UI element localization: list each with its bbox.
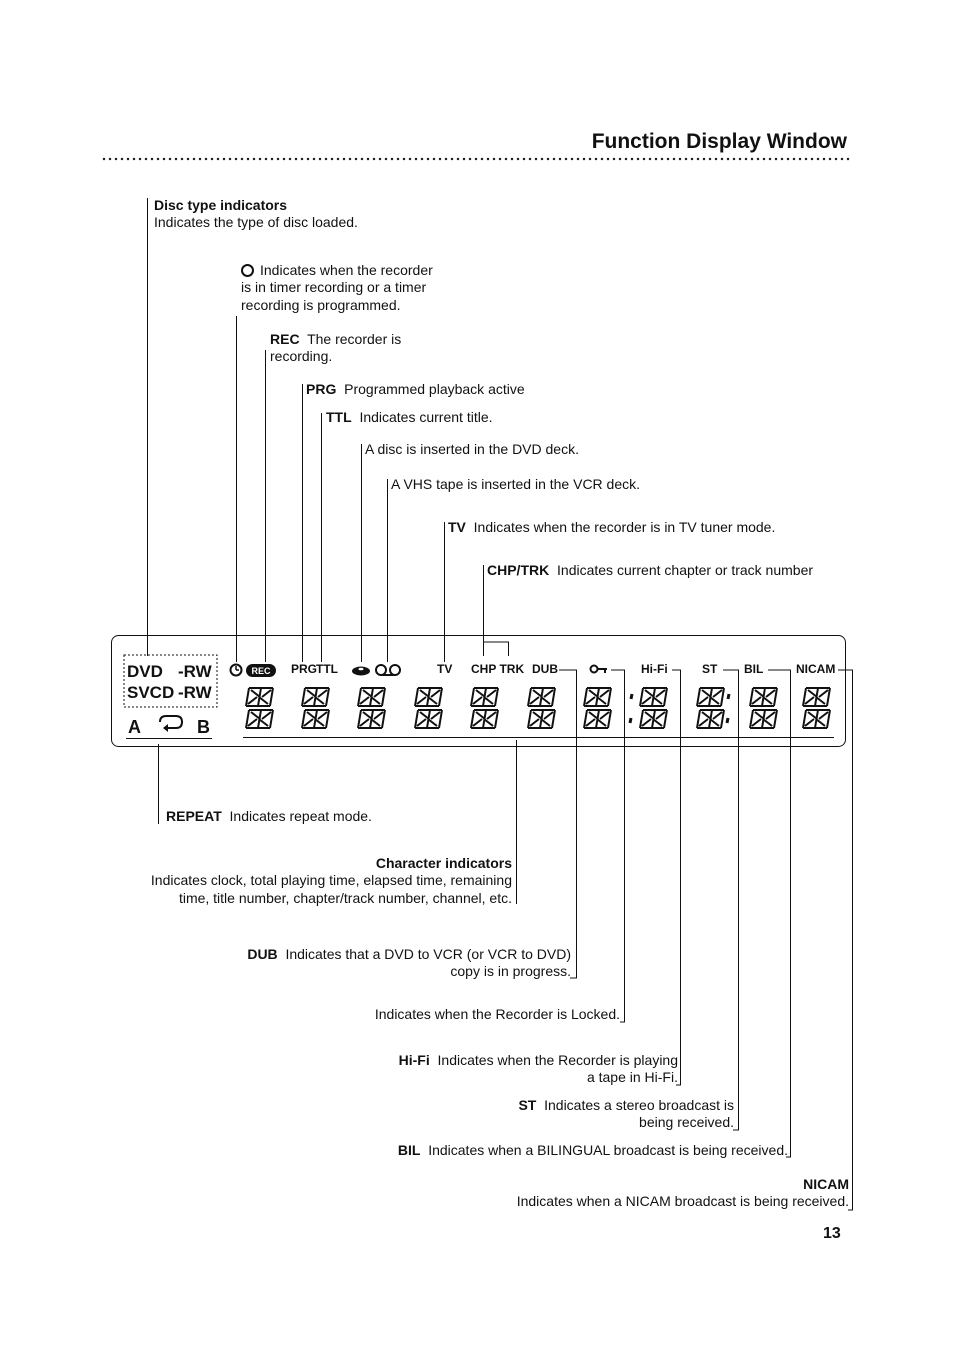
- leader-dub: [559, 670, 577, 978]
- repeat-desc: Indicates repeat mode.: [229, 808, 372, 824]
- key-icon: [591, 666, 608, 674]
- nicam-indicator: NICAM: [796, 662, 836, 676]
- segment-digit: [471, 710, 498, 728]
- ttl-desc: Indicates current title.: [359, 409, 493, 425]
- colon-dot: [630, 718, 631, 723]
- hifi-indicator: Hi-Fi: [641, 662, 668, 676]
- bil-desc: Indicates when a BILINGUAL broadcast is being received.: [428, 1142, 788, 1158]
- rw-indicator-1: -RW: [178, 662, 212, 681]
- hifi-line1: Indicates when the Recorder is playing: [437, 1052, 678, 1068]
- repeat-a-indicator: A: [128, 717, 141, 737]
- bil-indicator: BIL: [744, 662, 764, 676]
- timer-line3: recording is programmed.: [241, 297, 401, 313]
- chp-trk-label: CHP/TRK: [487, 562, 550, 578]
- segment-digit: [697, 710, 724, 728]
- leader-bil: [768, 670, 791, 1157]
- rw-indicator-2: -RW: [178, 683, 212, 702]
- dvd-indicator: DVD: [127, 662, 163, 681]
- segment-digit: [584, 710, 611, 728]
- segment-digit: [750, 710, 777, 728]
- colon-dot: [728, 694, 729, 699]
- st-indicator: ST: [702, 662, 718, 676]
- dub-line1: Indicates that a DVD to VCR (or VCR to DVD): [285, 946, 571, 962]
- colon-dot: [727, 718, 728, 723]
- character-line1: Indicates clock, total playing time, elapsed time, remaining: [150, 872, 512, 888]
- segment-digit: [697, 688, 724, 706]
- segment-digit: [640, 710, 667, 728]
- segment-digit: [640, 688, 667, 706]
- segment-digit: [358, 710, 385, 728]
- segment-digit: [584, 688, 611, 706]
- ttl-label: TTL: [326, 409, 352, 425]
- disc-type-desc: Indicates the type of disc loaded.: [154, 214, 358, 230]
- st-line1: Indicates a stereo broadcast is: [544, 1097, 734, 1113]
- disc-inserted-desc: A disc is inserted in the DVD deck.: [365, 441, 579, 457]
- svcd-indicator: SVCD: [127, 683, 175, 702]
- character-indicators: [246, 688, 830, 728]
- cassette-icon: [376, 665, 400, 675]
- timer-line1: Indicates when the recorder: [260, 262, 433, 278]
- rec-line1: The recorder is: [307, 331, 402, 347]
- tv-desc: Indicates when the recorder is in TV tuner mode.: [473, 519, 776, 535]
- disc-type-title: Disc type indicators: [154, 197, 288, 213]
- prg-desc: Programmed playback active: [344, 381, 525, 397]
- bil-label: BIL: [397, 1142, 421, 1158]
- prg-indicator: PRG: [291, 662, 318, 676]
- locked-desc: Indicates when the Recorder is Locked.: [374, 1006, 620, 1022]
- segment-digit: [750, 688, 777, 706]
- nicam-desc: Indicates when a NICAM broadcast is being received.: [516, 1193, 849, 1209]
- rec-badge-text: REC: [251, 666, 271, 676]
- tv-label: TV: [448, 519, 466, 535]
- rec-line2: recording.: [270, 348, 333, 364]
- chp-trk-indicator: CHP TRK: [471, 662, 525, 676]
- page-title: Function Display Window: [591, 130, 847, 153]
- segment-digit: [528, 710, 555, 728]
- disc-icon: [352, 667, 370, 676]
- colon-dot: [631, 694, 632, 699]
- ttl-indicator: TTL: [316, 662, 338, 676]
- dub-indicator: DUB: [532, 662, 558, 676]
- repeat-b-indicator: B: [197, 717, 210, 737]
- segment-digit: [803, 688, 830, 706]
- dub-label: DUB: [247, 946, 278, 962]
- st-line2: being received.: [639, 1114, 734, 1130]
- segment-digit: [803, 710, 830, 728]
- hifi-line2: a tape in Hi-Fi.: [586, 1069, 678, 1085]
- leader-chp-trk-bracket: [484, 642, 509, 656]
- leader-nicam: [838, 670, 853, 1210]
- character-line2: time, title number, chapter/track number, channel, etc.: [178, 890, 512, 906]
- clock-icon-panel: [231, 665, 242, 676]
- hifi-label: Hi-Fi: [398, 1052, 430, 1068]
- leader-st: [723, 670, 739, 1130]
- repeat-label: REPEAT: [166, 808, 222, 824]
- leader-locked: [611, 670, 625, 1022]
- page-number: 13: [823, 1225, 841, 1242]
- repeat-icon: [160, 716, 182, 732]
- segment-digit: [302, 688, 329, 706]
- segment-digit: [471, 688, 498, 706]
- segment-digit: [246, 710, 273, 728]
- chp-trk-desc: Indicates current chapter or track number: [557, 562, 814, 578]
- vhs-inserted-desc: A VHS tape is inserted in the VCR deck.: [391, 476, 641, 492]
- timer-line2: is in timer recording or a timer: [241, 279, 427, 295]
- nicam-label: NICAM: [803, 1176, 849, 1192]
- segment-digit: [302, 710, 329, 728]
- st-label: ST: [518, 1097, 537, 1113]
- character-title: Character indicators: [375, 855, 512, 871]
- rec-label: REC: [270, 331, 300, 347]
- leader-hifi: [672, 670, 681, 1085]
- prg-label: PRG: [306, 381, 337, 397]
- segment-digit: [358, 688, 385, 706]
- segment-digit: [415, 710, 442, 728]
- segment-digit: [246, 688, 273, 706]
- dub-line2: copy is in progress.: [450, 963, 571, 979]
- leader-lines: [148, 198, 853, 1210]
- tv-indicator: TV: [437, 662, 453, 676]
- segment-digit: [528, 688, 555, 706]
- segment-digit: [415, 688, 442, 706]
